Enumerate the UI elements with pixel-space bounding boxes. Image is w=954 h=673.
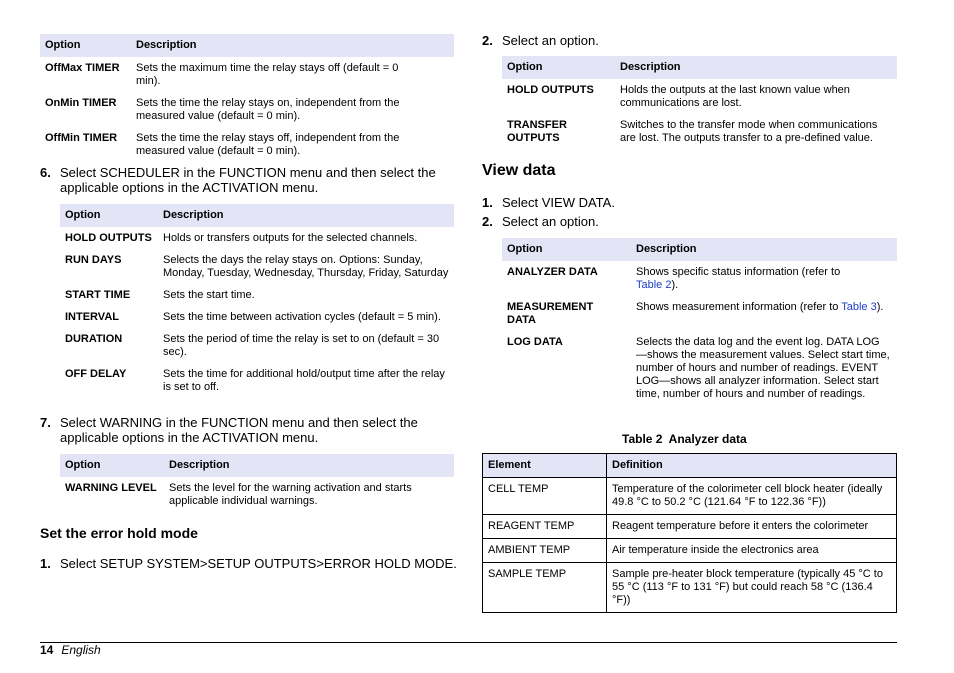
step-number: 7.	[40, 415, 51, 430]
step-6	[40, 165, 454, 195]
table-row	[60, 363, 454, 398]
table-row	[483, 539, 897, 563]
description-text: ).	[876, 301, 884, 313]
error-hold-options-table	[502, 56, 897, 149]
description-cell: Sets the maximum time the relay stays off (default = 0 min).	[136, 62, 399, 87]
step-number: 6.	[40, 165, 51, 180]
step-text: Select an option.	[502, 33, 599, 48]
column-header-description: Description	[158, 204, 454, 227]
step-number: 2.	[482, 33, 493, 48]
view-data-options-table	[502, 238, 897, 405]
option-cell: RUN DAYS	[65, 254, 122, 266]
description-cell: Selects the days the relay stays on. Options: Sunday, Monday, Tuesday, Wednesday, Thursday, Friday, Saturday	[163, 254, 449, 279]
description-cell: Sets the period of time the relay is set to on (default = 30 sec).	[163, 333, 440, 358]
section-heading: Set the error hold mode	[40, 525, 198, 541]
column-header-description: Description	[131, 34, 454, 57]
step-7	[40, 415, 454, 445]
element-cell: SAMPLE TEMP	[483, 563, 607, 613]
option-cell: ANALYZER DATA	[507, 266, 598, 278]
table-row	[483, 478, 897, 515]
description-cell: Holds the outputs at the last known value when communications are lost.	[620, 84, 850, 109]
column-header-description: Description	[164, 454, 454, 477]
table-row	[60, 249, 454, 284]
column-header-definition: Definition	[607, 454, 897, 478]
warning-options-table	[60, 454, 454, 512]
description-cell: Holds or transfers outputs for the selected channels.	[163, 232, 418, 244]
option-cell: OffMin TIMER	[45, 132, 118, 144]
analyzer-data-table	[482, 453, 897, 613]
description-cell: Sets the time between activation cycles (default = 5 min).	[163, 311, 441, 323]
description-cell: Sets the time the relay stays on, independent from the measured value (default = 0 min).	[136, 97, 400, 122]
column-header-element: Element	[483, 454, 607, 478]
step-number: 1.	[40, 556, 51, 571]
column-header-description: Description	[631, 238, 897, 261]
table-row	[40, 92, 454, 127]
option-cell: OffMax TIMER	[45, 62, 120, 74]
option-cell: DURATION	[65, 333, 123, 345]
footer-language: English	[61, 643, 101, 657]
step-text: Select WARNING in the FUNCTION menu and then select the applicable options in the ACTIVATION menu.	[60, 415, 418, 445]
table-row	[60, 306, 454, 328]
step-text: Select SETUP SYSTEM>SETUP OUTPUTS>ERROR HOLD MODE.	[60, 556, 457, 571]
step-2	[482, 33, 897, 48]
description-cell: Selects the data log and the event log. DATA LOG —shows the measurement values. Select start time, number of hours and number of readings. EVENT LOG—shows all analyzer information. Select start time, number of hours and number of readings.	[636, 336, 890, 400]
step-2	[482, 214, 897, 229]
footer-divider	[40, 642, 897, 643]
table-row	[60, 227, 454, 249]
table-row	[40, 127, 454, 162]
description-cell: Switches to the transfer mode when communications are lost. The outputs transfer to a pre-defined value.	[620, 119, 878, 144]
definition-cell: Temperature of the colorimeter cell block heater (ideally 49.8 °C to 50.2 °C (121.64 °F to 122.36 °F))	[607, 478, 897, 515]
table-3-link[interactable]: Table 3	[841, 301, 877, 313]
option-cell: HOLD OUTPUTS	[65, 232, 152, 244]
element-cell: AMBIENT TEMP	[483, 539, 607, 563]
page-number: 14	[40, 643, 54, 657]
option-cell: OFF DELAY	[65, 368, 127, 380]
table-row	[502, 296, 897, 331]
table-row	[502, 79, 897, 114]
relay-timer-table	[40, 34, 454, 162]
description-cell	[631, 296, 897, 331]
step-text: Select VIEW DATA.	[502, 195, 615, 210]
definition-cell: Reagent temperature before it enters the colorimeter	[607, 515, 897, 539]
description-cell: Sets the time the relay stays off, independent from the measured value (default = 0 min).	[136, 132, 400, 157]
table-2-link[interactable]: Table 2	[636, 279, 672, 291]
table-row	[60, 477, 454, 512]
column-header-description: Description	[615, 56, 897, 79]
option-cell: TRANSFER OUTPUTS	[507, 119, 567, 144]
option-cell: OnMin TIMER	[45, 97, 117, 109]
element-cell: CELL TEMP	[483, 478, 607, 515]
step-number: 2.	[482, 214, 493, 229]
column-header-option: Option	[60, 204, 158, 227]
description-cell: Sets the start time.	[163, 289, 255, 301]
option-cell: LOG DATA	[507, 336, 563, 348]
page-footer	[40, 643, 101, 657]
option-cell: WARNING LEVEL	[65, 482, 157, 494]
option-cell: MEASUREMENT DATA	[507, 301, 594, 326]
description-text: ).	[671, 279, 679, 291]
description-cell: Sets the level for the warning activation and starts applicable individual warnings.	[169, 482, 412, 507]
option-cell: HOLD OUTPUTS	[507, 84, 594, 96]
description-text: Shows measurement information (refer to	[636, 301, 842, 313]
section-heading: View data	[482, 162, 556, 179]
element-cell: REAGENT TEMP	[483, 515, 607, 539]
table-row	[502, 114, 897, 149]
table-row	[40, 57, 454, 92]
step-1	[482, 195, 897, 210]
option-cell: INTERVAL	[65, 311, 119, 323]
scheduler-options-table	[60, 204, 454, 398]
table-row	[483, 563, 897, 613]
description-cell	[631, 261, 897, 296]
description-text: Shows specific status information (refer to	[636, 266, 841, 278]
column-header-option: Option	[502, 56, 615, 79]
table-row	[483, 515, 897, 539]
step-text: Select SCHEDULER in the FUNCTION menu and then select the applicable options in the ACTIVATION menu.	[60, 165, 436, 195]
table-row	[502, 261, 897, 296]
table-caption: Table 2 Analyzer data	[622, 432, 747, 446]
step-number: 1.	[482, 195, 493, 210]
step-text: Select an option.	[502, 214, 599, 229]
step-1	[40, 556, 460, 571]
column-header-option: Option	[40, 34, 131, 57]
option-cell: START TIME	[65, 289, 131, 301]
column-header-option: Option	[60, 454, 164, 477]
description-cell: Sets the time for additional hold/output time after the relay is set to off.	[163, 368, 445, 393]
table-row	[60, 284, 454, 306]
definition-cell: Air temperature inside the electronics area	[607, 539, 897, 563]
table-row	[60, 328, 454, 363]
table-row	[502, 331, 897, 405]
column-header-option: Option	[502, 238, 631, 261]
definition-cell: Sample pre-heater block temperature (typically 45 °C to 55 °C (113 °F to 131 °F) but could reach 58 °C (136.4 °F))	[607, 563, 897, 613]
